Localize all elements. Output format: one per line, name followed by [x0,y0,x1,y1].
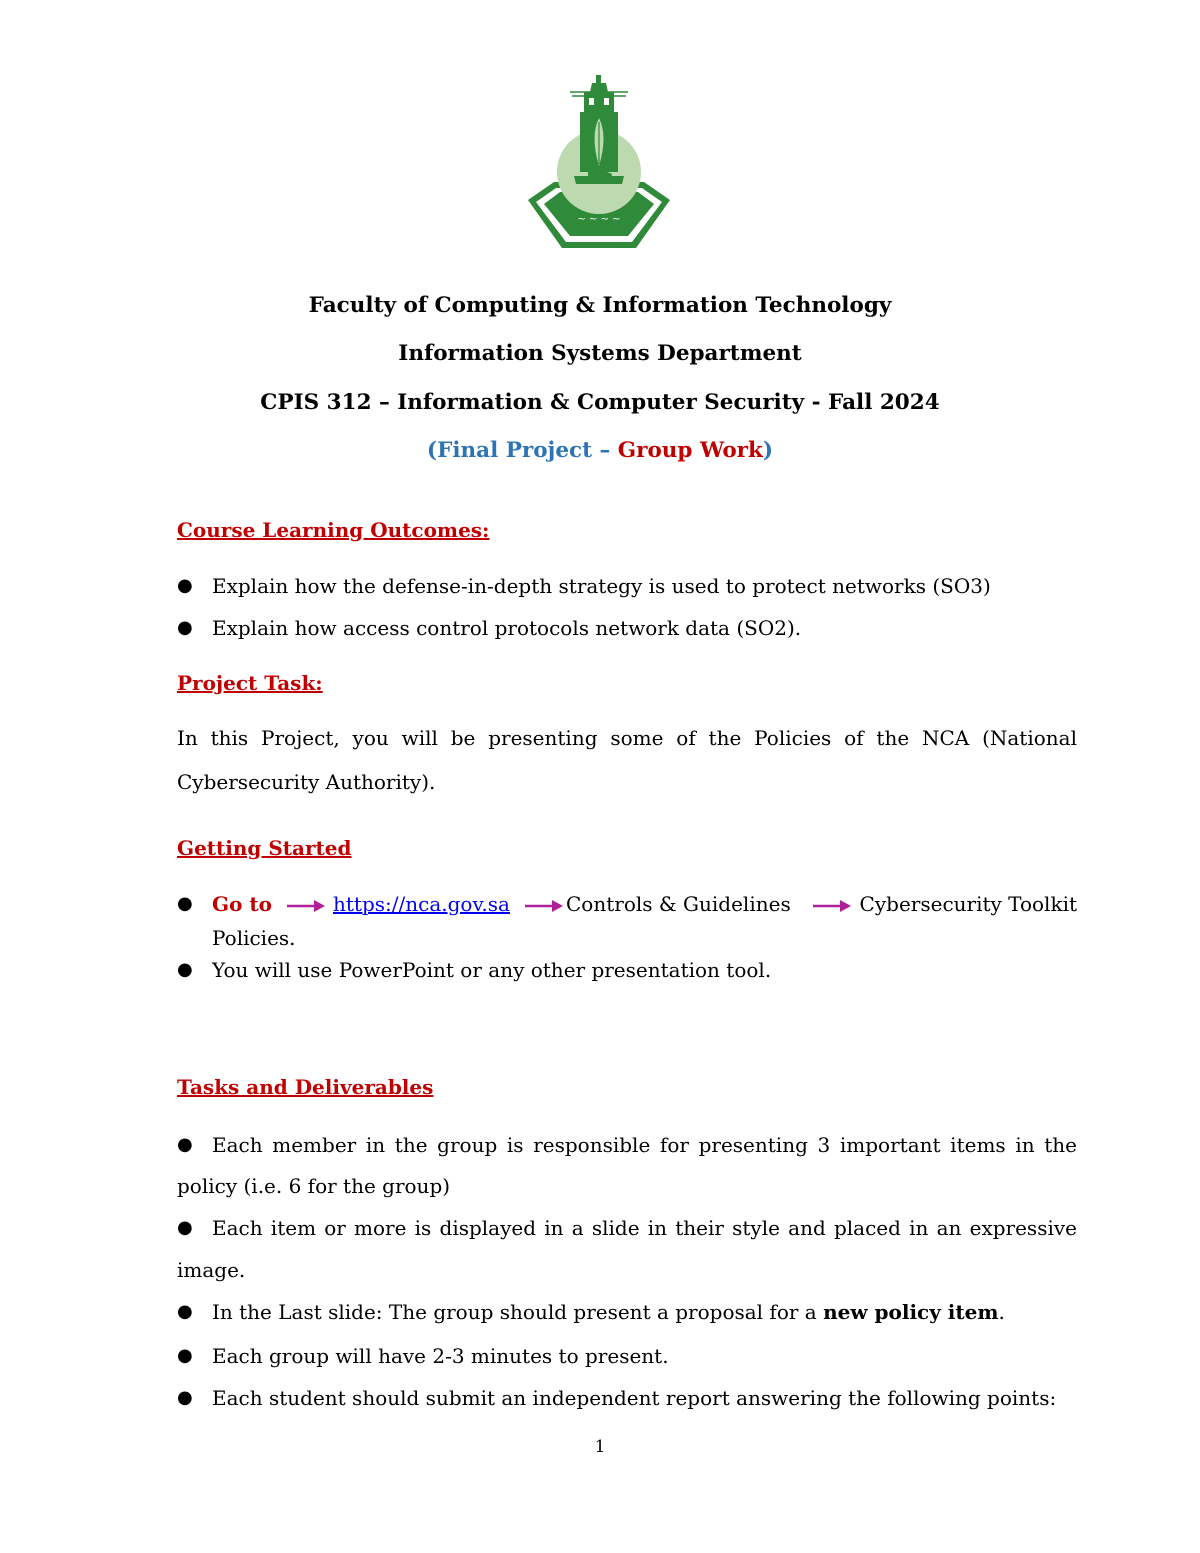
bullet-icon: ● [177,1217,193,1238]
department-title: Information Systems Department [398,341,802,366]
arrow-right-icon [524,898,564,914]
tasks-deliverables-heading: Tasks and Deliverables [177,1075,434,1099]
bullet-icon: ● [177,1345,193,1366]
bullet-icon: ● [177,959,193,980]
subtitle-open: (Final Project – [426,438,618,463]
document-page: ~ ~ ~ ~ Faculty of Computing & Information Technology Information Systems Department CPIS 312 – Information & Computer Security - Fall 2024 (Final Project – Group Work) Course Learning Outcomes: ● Explain how the defense-in-depth strategy is used to protect networks (SO3) ● Explain how access control protocols network data (SO2). Project Task: In this Project, you will be presenting some of the Policies of the NCA (National Cybersecurity Authority). Getting Started ● Go to https://nca.gov.sa Controls & Guidelines Cybersecurity Toolkit Policies. ● You will use PowerPoint or any other presentation tool. Tasks and Deliverables ● Each member in the group is responsible for presenting 3 important items in the policy (i.e. 6 for the group) ● Each item or more is displayed in a slide in their style and placed in an expressive image. ● In the Last slide: The group should present a proposal for a new policy item. ● Each group will have 2-3 minutes to present. ● Each student should submit an independent report answering the following points: 1 [0,0,1200,1553]
arrow-right-icon [286,898,326,914]
page-number: 1 [594,1437,606,1457]
learning-outcomes-heading: Course Learning Outcomes: [177,518,490,542]
task-line-1: In this Project, you will be presenting some of the Policies of the NCA (National [177,726,1077,750]
svg-text:~ ~ ~ ~: ~ ~ ~ ~ [577,214,621,225]
deliverable-1-cont: policy (i.e. 6 for the group) [177,1174,451,1198]
cybersecurity-toolkit-step: Cybersecurity Toolkit [859,892,1077,916]
deliverable-2-cont: image. [177,1258,246,1282]
bullet-icon: ● [177,617,193,638]
subtitle-group-work: Group Work [617,438,763,463]
project-subtitle [0,438,1200,463]
nca-link[interactable]: https://nca.gov.sa [333,892,510,916]
arrow-right-icon [812,898,852,914]
bullet-icon: ● [177,575,193,596]
bullet-icon: ● [177,1134,193,1155]
project-task-heading: Project Task: [177,671,323,695]
controls-guidelines-step: Controls & Guidelines [566,892,791,916]
bullet-icon: ● [177,1387,193,1408]
subtitle-close: ) [762,438,774,463]
new-policy-item-text: new policy item [823,1300,999,1324]
bullet-icon: ● [177,893,193,914]
university-seal-icon [526,72,672,262]
bullet-icon: ● [177,1301,193,1322]
policies-step: Policies. [212,926,296,950]
navigation-path [212,892,1077,920]
go-to-label: Go to [212,892,272,916]
course-title: CPIS 312 – Information & Computer Security - Fall 2024 [260,390,940,415]
getting-started-heading: Getting Started [177,836,352,860]
task-line-2: Cybersecurity Authority). [177,770,436,794]
faculty-title: Faculty of Computing & Information Technology [308,293,892,318]
